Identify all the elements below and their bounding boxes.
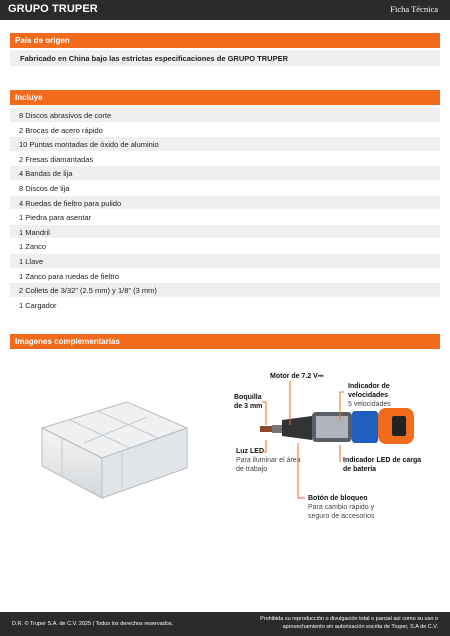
- list-item: 4 Ruedas de fieltro para pulido: [10, 196, 440, 211]
- list-item: 1 Cargador: [10, 298, 440, 313]
- list-item: 1 Llave: [10, 254, 440, 269]
- footer: [0, 612, 450, 636]
- accessory-case-image: [22, 398, 197, 508]
- led-desc: Para iluminar el área de trabajo: [236, 457, 301, 473]
- lock-callout: [308, 494, 388, 521]
- chuck-callout: [234, 393, 270, 411]
- list-item: 1 Mandril: [10, 225, 440, 240]
- document-type: Ficha Técnica: [390, 4, 438, 14]
- top-bar: [0, 0, 450, 20]
- footer-legal: Prohibida su reproducción o divulgación total o parcial así como su uso o aprovechamiento sin autorización escrita de Truper, S.A de C.V.: [260, 616, 438, 630]
- list-item: 1 Zanco: [10, 239, 440, 254]
- battery-indicator-label: Indicador LED de carga de batería: [343, 457, 422, 473]
- led-label: Luz LED: [236, 448, 264, 455]
- includes-section-header: Incluye: [10, 90, 440, 105]
- origin-section-header: País de origen: [10, 33, 440, 48]
- list-item: 2 Fresas diamantadas: [10, 152, 440, 167]
- speed-indicator-desc: 5 velocidades: [348, 401, 391, 408]
- led-callout: [236, 447, 306, 474]
- list-item: 10 Puntas montadas de óxido de aluminio: [10, 137, 440, 152]
- images-section-header: Imagenes complementarias: [10, 334, 440, 349]
- brand-logo: GRUPO TRUPER: [8, 3, 98, 15]
- motor-label: Motor de 7.2 V⎓: [270, 373, 324, 380]
- origin-text: Fabricado en China bajo las estrictas especificaciones de GRUPO TRUPER: [10, 50, 440, 66]
- list-item: 1 Piedra para asentar: [10, 210, 440, 225]
- list-item: 2 Brocas de acero rápido: [10, 123, 440, 138]
- lock-button-label: Botón de bloqueo: [308, 495, 368, 502]
- speed-callout: [348, 382, 418, 409]
- speed-indicator-label: Indicador de velocidades: [348, 383, 390, 399]
- battery-callout: [343, 456, 423, 474]
- includes-list: [10, 108, 440, 312]
- list-item: 4 Bandas de lija: [10, 166, 440, 181]
- footer-copyright: D.R. © Truper S.A. de C.V. 2025 | Todos los derechos reservados.: [12, 621, 174, 627]
- list-item: 8 Discos abrasivos de corte: [10, 108, 440, 123]
- list-item: 8 Discos de lija: [10, 181, 440, 196]
- list-item: 1 Zanco para ruedas de fieltro: [10, 269, 440, 284]
- lock-button-desc: Para cambio rápido y seguro de accesorios: [308, 504, 375, 520]
- chuck-label: Boquilla de 3 mm: [234, 394, 263, 410]
- motor-callout: [270, 372, 323, 381]
- list-item: 2 Collets de 3/32" (2.5 mm) y 1/8" (3 mm): [10, 283, 440, 298]
